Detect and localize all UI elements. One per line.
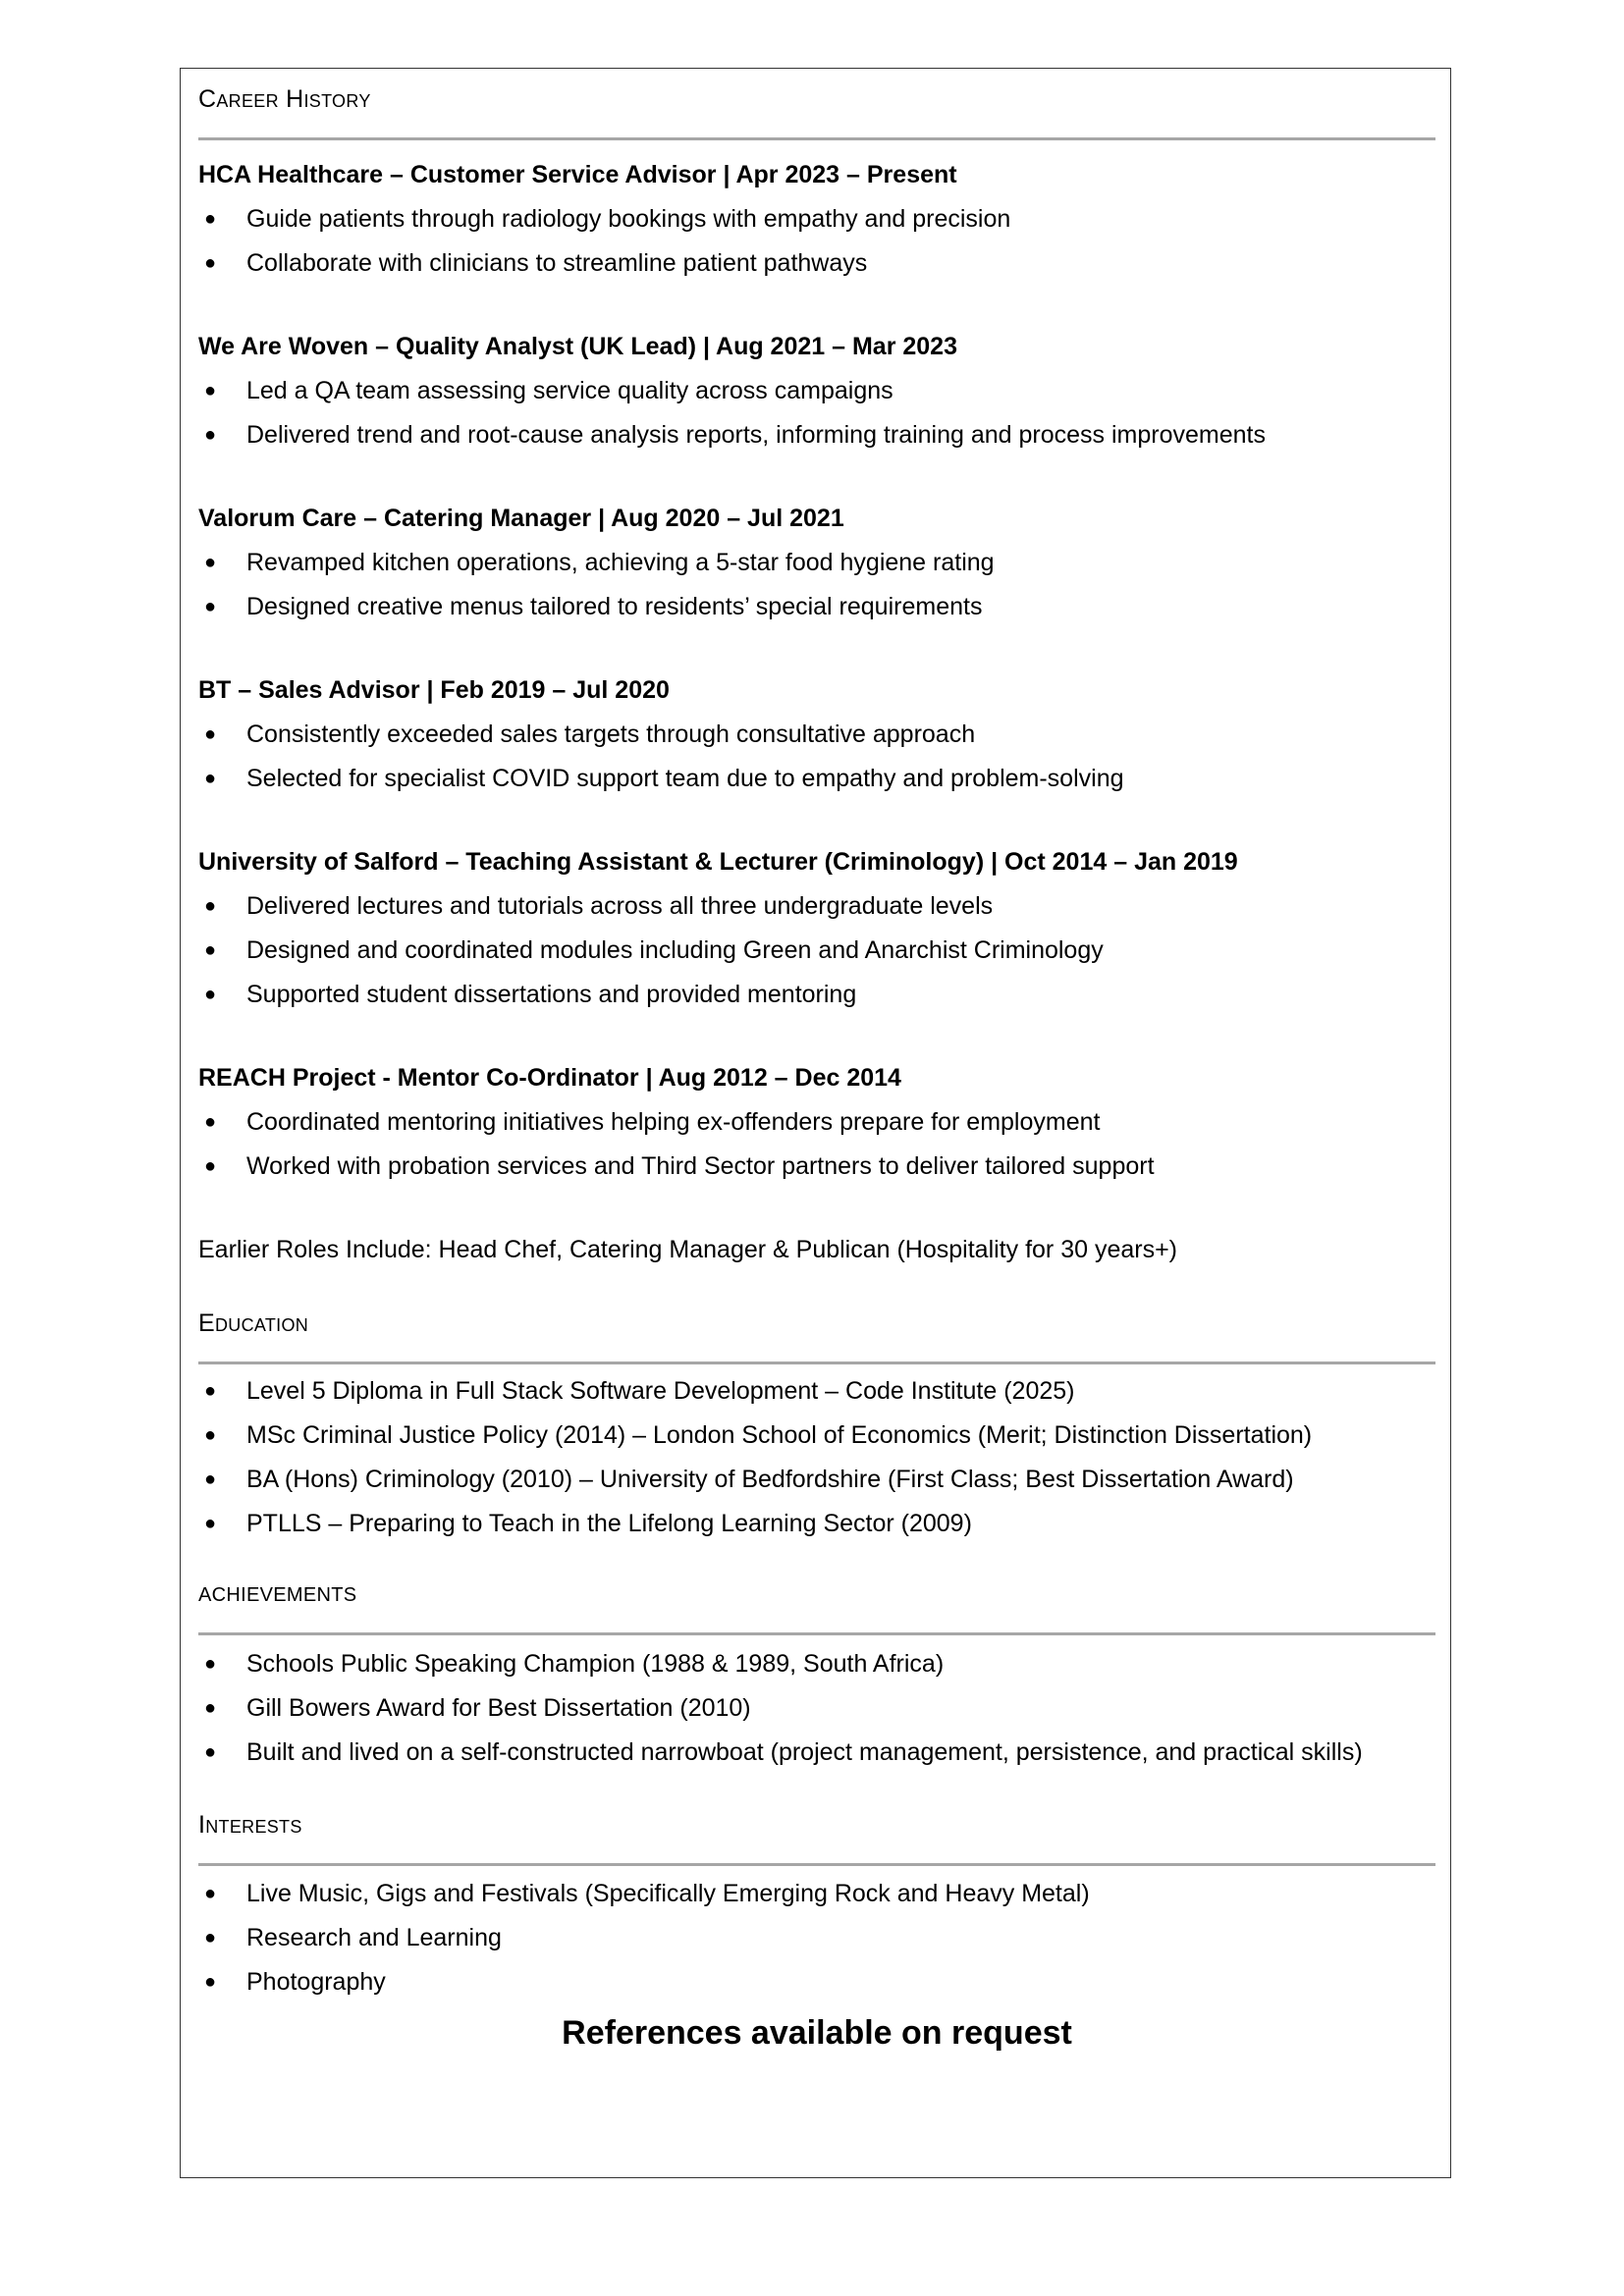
bullet-icon: ● [204,1155,217,1177]
list-item-text: BA (Hons) Criminology (2010) – University of Bedfordshire (First Class; Best Dissertation Award) [246,1466,1294,1493]
list-item-text: MSc Criminal Justice Policy (2014) – London School of Economics (Merit; Distinction Dissertation) [246,1421,1313,1449]
job-title: HCA Healthcare – Customer Service Advisor | Apr 2023 – Present [198,161,957,188]
job-entry [198,1056,1435,1189]
list-item [198,1369,1435,1414]
list-item [198,585,1435,629]
list-item [198,1642,1435,1686]
list-item-text: Collaborate with clinicians to streamline patient pathways [246,249,868,277]
list-item-text: Built and lived on a self-constructed narrowboat (project management, persistence, and practical skills) [246,1738,1363,1766]
bullet-icon: ● [204,380,217,401]
list-item [198,973,1435,1017]
bullet-icon: ● [204,1927,217,1949]
education-heading: Education [198,1309,309,1337]
bullet-icon: ● [204,1380,217,1402]
job-entry [198,840,1435,1017]
list-item [198,541,1435,585]
list-item [198,1686,1435,1731]
list-item [198,413,1435,457]
list-item-text: Gill Bowers Award for Best Dissertation (2010) [246,1694,751,1722]
list-item [198,1960,1435,2004]
bullet-icon: ● [204,596,217,617]
list-item [198,757,1435,801]
list-item [198,713,1435,757]
job-entry [198,668,1435,801]
bullet-icon: ● [204,1513,217,1534]
bullet-icon: ● [204,1741,217,1763]
list-item-text: Supported student dissertations and provided mentoring [246,981,857,1008]
section-divider [198,1362,1435,1364]
bullet-icon: ● [204,984,217,1005]
job-title: REACH Project - Mentor Co-Ordinator | Aug 2012 – Dec 2014 [198,1064,901,1092]
list-item-text: Worked with probation services and Third Sector partners to deliver tailored support [246,1152,1155,1180]
bullet-icon: ● [204,424,217,446]
resume-content [198,78,1435,2057]
list-item [198,929,1435,973]
earlier-roles: Earlier Roles Include: Head Chef, Catering Manager & Publican (Hospitality for 30 years+) [198,1236,1178,1263]
bullet-icon: ● [204,552,217,573]
list-item-text: Selected for specialist COVID support team due to empathy and problem-solving [246,765,1124,792]
list-item [198,1100,1435,1145]
list-item-text: Research and Learning [246,1924,502,1951]
list-item [198,1872,1435,1916]
bullet-icon: ● [204,1653,217,1675]
section-divider [198,137,1435,140]
job-title: Valorum Care – Catering Manager | Aug 2020 – Jul 2021 [198,505,844,532]
list-item-text: Delivered lectures and tutorials across all three undergraduate levels [246,892,994,920]
section-divider [198,1632,1435,1635]
list-item-text: Live Music, Gigs and Festivals (Specifically Emerging Rock and Heavy Metal) [246,1880,1090,1907]
list-item-text: Level 5 Diploma in Full Stack Software Development – Code Institute (2025) [246,1377,1075,1405]
job-entry [198,325,1435,457]
achievements-heading: ACHIEVEMENTS [198,1584,357,1606]
list-item-text: Consistently exceeded sales targets through consultative approach [246,721,976,748]
interests-list [198,1872,1435,2004]
list-item-text: Guide patients through radiology bookings with empathy and precision [246,205,1011,233]
bullet-icon: ● [204,1468,217,1490]
bullet-icon: ● [204,252,217,274]
bullet-icon: ● [204,1971,217,1993]
list-item-text: Designed creative menus tailored to residents’ special requirements [246,593,983,620]
list-item [198,1414,1435,1458]
list-item-text: Photography [246,1968,386,1996]
resume-page [180,68,1451,2178]
list-item [198,1916,1435,1960]
list-item [198,1731,1435,1775]
list-item-text: Designed and coordinated modules including Green and Anarchist Criminology [246,936,1104,964]
list-item-text: PTLLS – Preparing to Teach in the Lifelong Learning Sector (2009) [246,1510,972,1537]
job-entry [198,153,1435,286]
job-title: BT – Sales Advisor | Feb 2019 – Jul 2020 [198,676,670,704]
list-item-text: Led a QA team assessing service quality across campaigns [246,377,893,404]
list-item [198,1458,1435,1502]
education-list [198,1369,1435,1546]
references-note: References available on request [562,2014,1072,2052]
list-item-text: Revamped kitchen operations, achieving a 5-star food hygiene rating [246,549,995,576]
bullet-icon: ● [204,1697,217,1719]
bullet-icon: ● [204,1424,217,1446]
job-title: University of Salford – Teaching Assistant & Lecturer (Criminology) | Oct 2014 – Jan 2019 [198,848,1238,876]
bullet-icon: ● [204,1111,217,1133]
list-item [198,197,1435,241]
section-divider [198,1863,1435,1866]
list-item [198,1145,1435,1189]
job-entry [198,497,1435,629]
bullet-icon: ● [204,723,217,745]
bullet-icon: ● [204,208,217,230]
list-item-text: Delivered trend and root-cause analysis reports, informing training and process improvements [246,421,1267,449]
list-item-text: Coordinated mentoring initiatives helping ex-offenders prepare for employment [246,1108,1101,1136]
bullet-icon: ● [204,768,217,789]
job-title: We Are Woven – Quality Analyst (UK Lead) | Aug 2021 – Mar 2023 [198,333,957,360]
career-history-heading: Career History [198,85,371,113]
list-item [198,241,1435,286]
achievements-list [198,1642,1435,1775]
list-item [198,369,1435,413]
interests-heading: Interests [198,1811,302,1839]
list-item [198,1502,1435,1546]
list-item [198,884,1435,929]
bullet-icon: ● [204,939,217,961]
bullet-icon: ● [204,1883,217,1904]
list-item-text: Schools Public Speaking Champion (1988 & 1989, South Africa) [246,1650,945,1678]
bullet-icon: ● [204,895,217,917]
